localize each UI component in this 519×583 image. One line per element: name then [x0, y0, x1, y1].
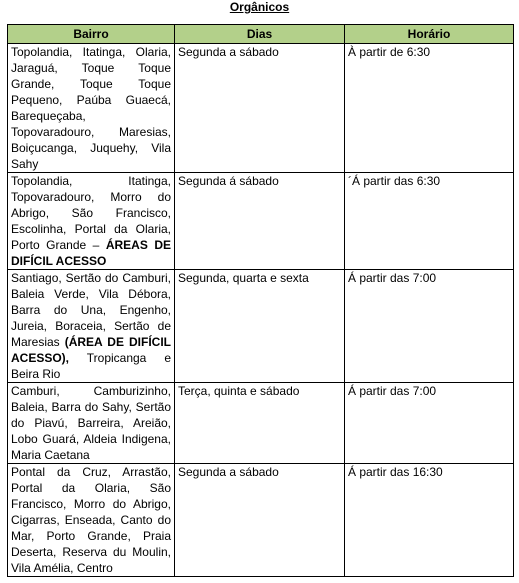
bairro-tail: Tropicanga e Beira Rio	[11, 351, 171, 381]
table-row	[8, 383, 514, 464]
column-header-bairro: Bairro	[8, 25, 175, 44]
column-header-dias: Dias	[175, 25, 345, 44]
horario-cell: Á partir das 7:00	[345, 270, 514, 383]
dias-cell: Terça, quinta e sábado	[175, 383, 345, 464]
bairro-text: Camburi, Camburizinho, Baleia, Barra do Sahy, Sertão do Piavú, Barreira, Areião, Lobo Guará, Aldeia Indigena, Maria Caetana	[11, 384, 171, 462]
horario-cell: Á partir das 7:00	[345, 383, 514, 464]
table-header-row	[8, 25, 514, 44]
horario-cell: Á partir das 16:30	[345, 464, 514, 577]
horario-cell: À partir de 6:30	[345, 44, 514, 173]
table-row	[8, 173, 514, 270]
bairro-text: Santiago, Sertão do Camburi, Baleia Verde, Vila Débora, Barra do Una, Engenho, Jureia, Boraceia, Sertão de Maresias	[11, 271, 171, 349]
bairro-text: Pontal da Cruz, Arrastão, Portal da Olaria, São Francisco, Morro do Abrigo, Cigarras, Enseada, Canto do Mar, Porto Grande, Praia Deserta, Reserva du Moulin, Vila Amélia, Centro	[11, 465, 171, 575]
table-row	[8, 44, 514, 173]
dias-cell: Segunda a sábado	[175, 464, 345, 577]
bairro-cell	[8, 270, 175, 383]
bairro-cell	[8, 173, 175, 270]
bairro-text: Topolandia, Itatinga, Topovaradouro, Morro do Abrigo, São Francisco, Escolinha, Portal da Olaria, Porto Grande –	[11, 174, 171, 252]
page-title: Orgânicos	[229, 0, 290, 14]
horario-cell: ´Á partir das 6:30	[345, 173, 514, 270]
column-header-horario: Horário	[345, 25, 514, 44]
bairro-cell	[8, 383, 175, 464]
bairro-cell	[8, 44, 175, 173]
bairro-emphasis: ÁREAS DE DIFÍCIL ACESSO	[11, 238, 171, 268]
bairro-text: Topolandia, Itatinga, Olaria, Jaraguá, Toque Toque Grande, Toque Toque Pequeno, Paúba Guaecá, Barequeçaba, Topovaradouro, Maresias, Boiçucanga, Juquehy, Vila Sahy	[11, 45, 171, 171]
dias-cell: Segunda a sábado	[175, 44, 345, 173]
table-row	[8, 270, 514, 383]
dias-cell: Segunda á sábado	[175, 173, 345, 270]
collection-schedule-table	[7, 24, 514, 577]
table-row	[8, 464, 514, 577]
bairro-emphasis: (ÁREA DE DIFÍCIL ACESSO),	[11, 335, 171, 365]
bairro-cell	[8, 464, 175, 577]
dias-cell: Segunda, quarta e sexta	[175, 270, 345, 383]
